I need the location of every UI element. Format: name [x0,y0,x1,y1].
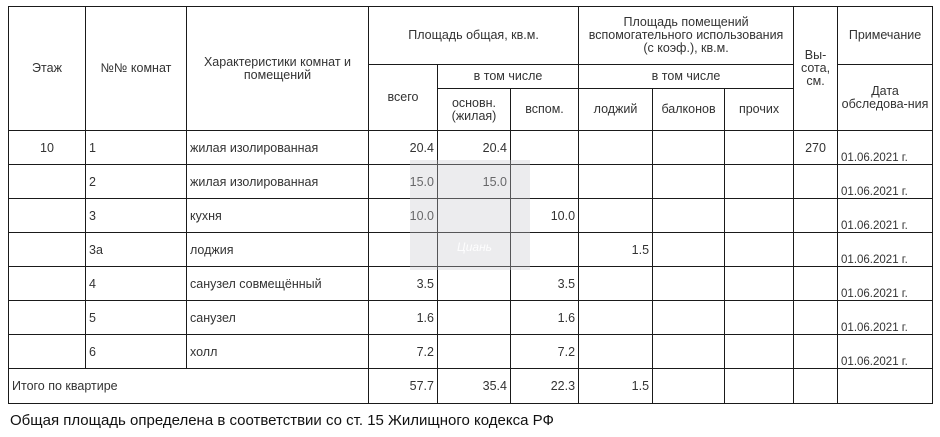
cell-loggia [579,199,653,233]
cell-desc: санузел совмещённый [187,267,369,301]
cell-other [725,267,794,301]
header-other: прочих [725,89,794,131]
totals-total: 57.7 [369,369,438,404]
cell-total: 20.4 [369,131,438,165]
cell-height [794,199,838,233]
cell-loggia [579,165,653,199]
cell-desc: жилая изолированная [187,131,369,165]
cell-loggia [579,267,653,301]
totals-aux: 22.3 [511,369,579,404]
header-all: всего [369,65,438,131]
cell-floor [9,165,86,199]
cell-floor [9,233,86,267]
cell-aux: 3.5 [511,267,579,301]
cell-floor [9,199,86,233]
cell-loggia: 1.5 [579,233,653,267]
cell-floor [9,301,86,335]
cell-loggia [579,301,653,335]
header-height: Вы-сота, см. [794,7,838,131]
header-including-2: в том числе [579,65,794,89]
totals-other [725,369,794,404]
cell-room: 2 [86,165,187,199]
cell-desc: жилая изолированная [187,165,369,199]
totals-row [9,369,933,404]
cell-date: 01.06.2021 г. [838,165,933,199]
cell-aux: 1.6 [511,301,579,335]
cell-height [794,301,838,335]
totals-date [838,369,933,404]
totals-loggia: 1.5 [579,369,653,404]
header-aux-area: Площадь помещений вспомогательного использования (с коэф.), кв.м. [579,7,794,65]
cell-aux: 7.2 [511,335,579,369]
cell-height [794,335,838,369]
cell-main [438,301,511,335]
cell-height [794,267,838,301]
cell-room: 1 [86,131,187,165]
cell-desc: санузел [187,301,369,335]
cell-main [438,267,511,301]
cell-balcony [653,335,725,369]
cell-date: 01.06.2021 г. [838,267,933,301]
cell-other [725,335,794,369]
cell-room: 3 [86,199,187,233]
cell-loggia [579,335,653,369]
cell-main [438,335,511,369]
cell-desc: кухня [187,199,369,233]
header-survey-date: Дата обследова-ния [838,65,933,131]
cell-date: 01.06.2021 г. [838,199,933,233]
cell-aux: 10.0 [511,199,579,233]
header-total-area: Площадь общая, кв.м. [369,7,579,65]
cell-main: 15.0 [438,165,511,199]
header-balconies: балконов [653,89,725,131]
cell-balcony [653,233,725,267]
cell-height [794,233,838,267]
cell-other [725,131,794,165]
cell-desc: холл [187,335,369,369]
cell-main: 20.4 [438,131,511,165]
header-note: Примечание [838,7,933,65]
cell-balcony [653,301,725,335]
header-loggias: лоджий [579,89,653,131]
cell-floor [9,267,86,301]
cell-balcony [653,267,725,301]
cell-date: 01.06.2021 г. [838,335,933,369]
table-row [9,267,933,301]
cell-floor [9,335,86,369]
table-row [9,301,933,335]
cell-room: 4 [86,267,187,301]
totals-height [794,369,838,404]
cell-floor: 10 [9,131,86,165]
cell-balcony [653,199,725,233]
header-rooms: №№ комнат [86,7,187,131]
header-including: в том числе [438,65,579,89]
cell-total: 3.5 [369,267,438,301]
header-aux: вспом. [511,89,579,131]
cell-other [725,301,794,335]
cell-total: 7.2 [369,335,438,369]
cell-room: 3а [86,233,187,267]
totals-main: 35.4 [438,369,511,404]
watermark-text: Циань [457,240,492,254]
table-row [9,335,933,369]
cell-other [725,233,794,267]
cell-other [725,199,794,233]
totals-label: Итого по квартире [9,369,369,404]
cell-desc: лоджия [187,233,369,267]
cell-total: 1.6 [369,301,438,335]
cell-date: 01.06.2021 г. [838,301,933,335]
cell-total: 15.0 [369,165,438,199]
header-main: основн. (жилая) [438,89,511,131]
cell-balcony [653,131,725,165]
cell-date: 01.06.2021 г. [838,131,933,165]
cell-other [725,165,794,199]
header-characteristics: Характеристики комнат и помещений [187,7,369,131]
totals-balcony [653,369,725,404]
cell-room: 6 [86,335,187,369]
cell-loggia [579,131,653,165]
cell-height [794,165,838,199]
header-floor: Этаж [9,7,86,131]
footnote: Общая площадь определена в соответствии со ст. 15 Жилищного кодекса РФ [10,412,554,429]
cell-total: 10.0 [369,199,438,233]
cell-balcony [653,165,725,199]
cell-date: 01.06.2021 г. [838,233,933,267]
cell-room: 5 [86,301,187,335]
cell-height: 270 [794,131,838,165]
